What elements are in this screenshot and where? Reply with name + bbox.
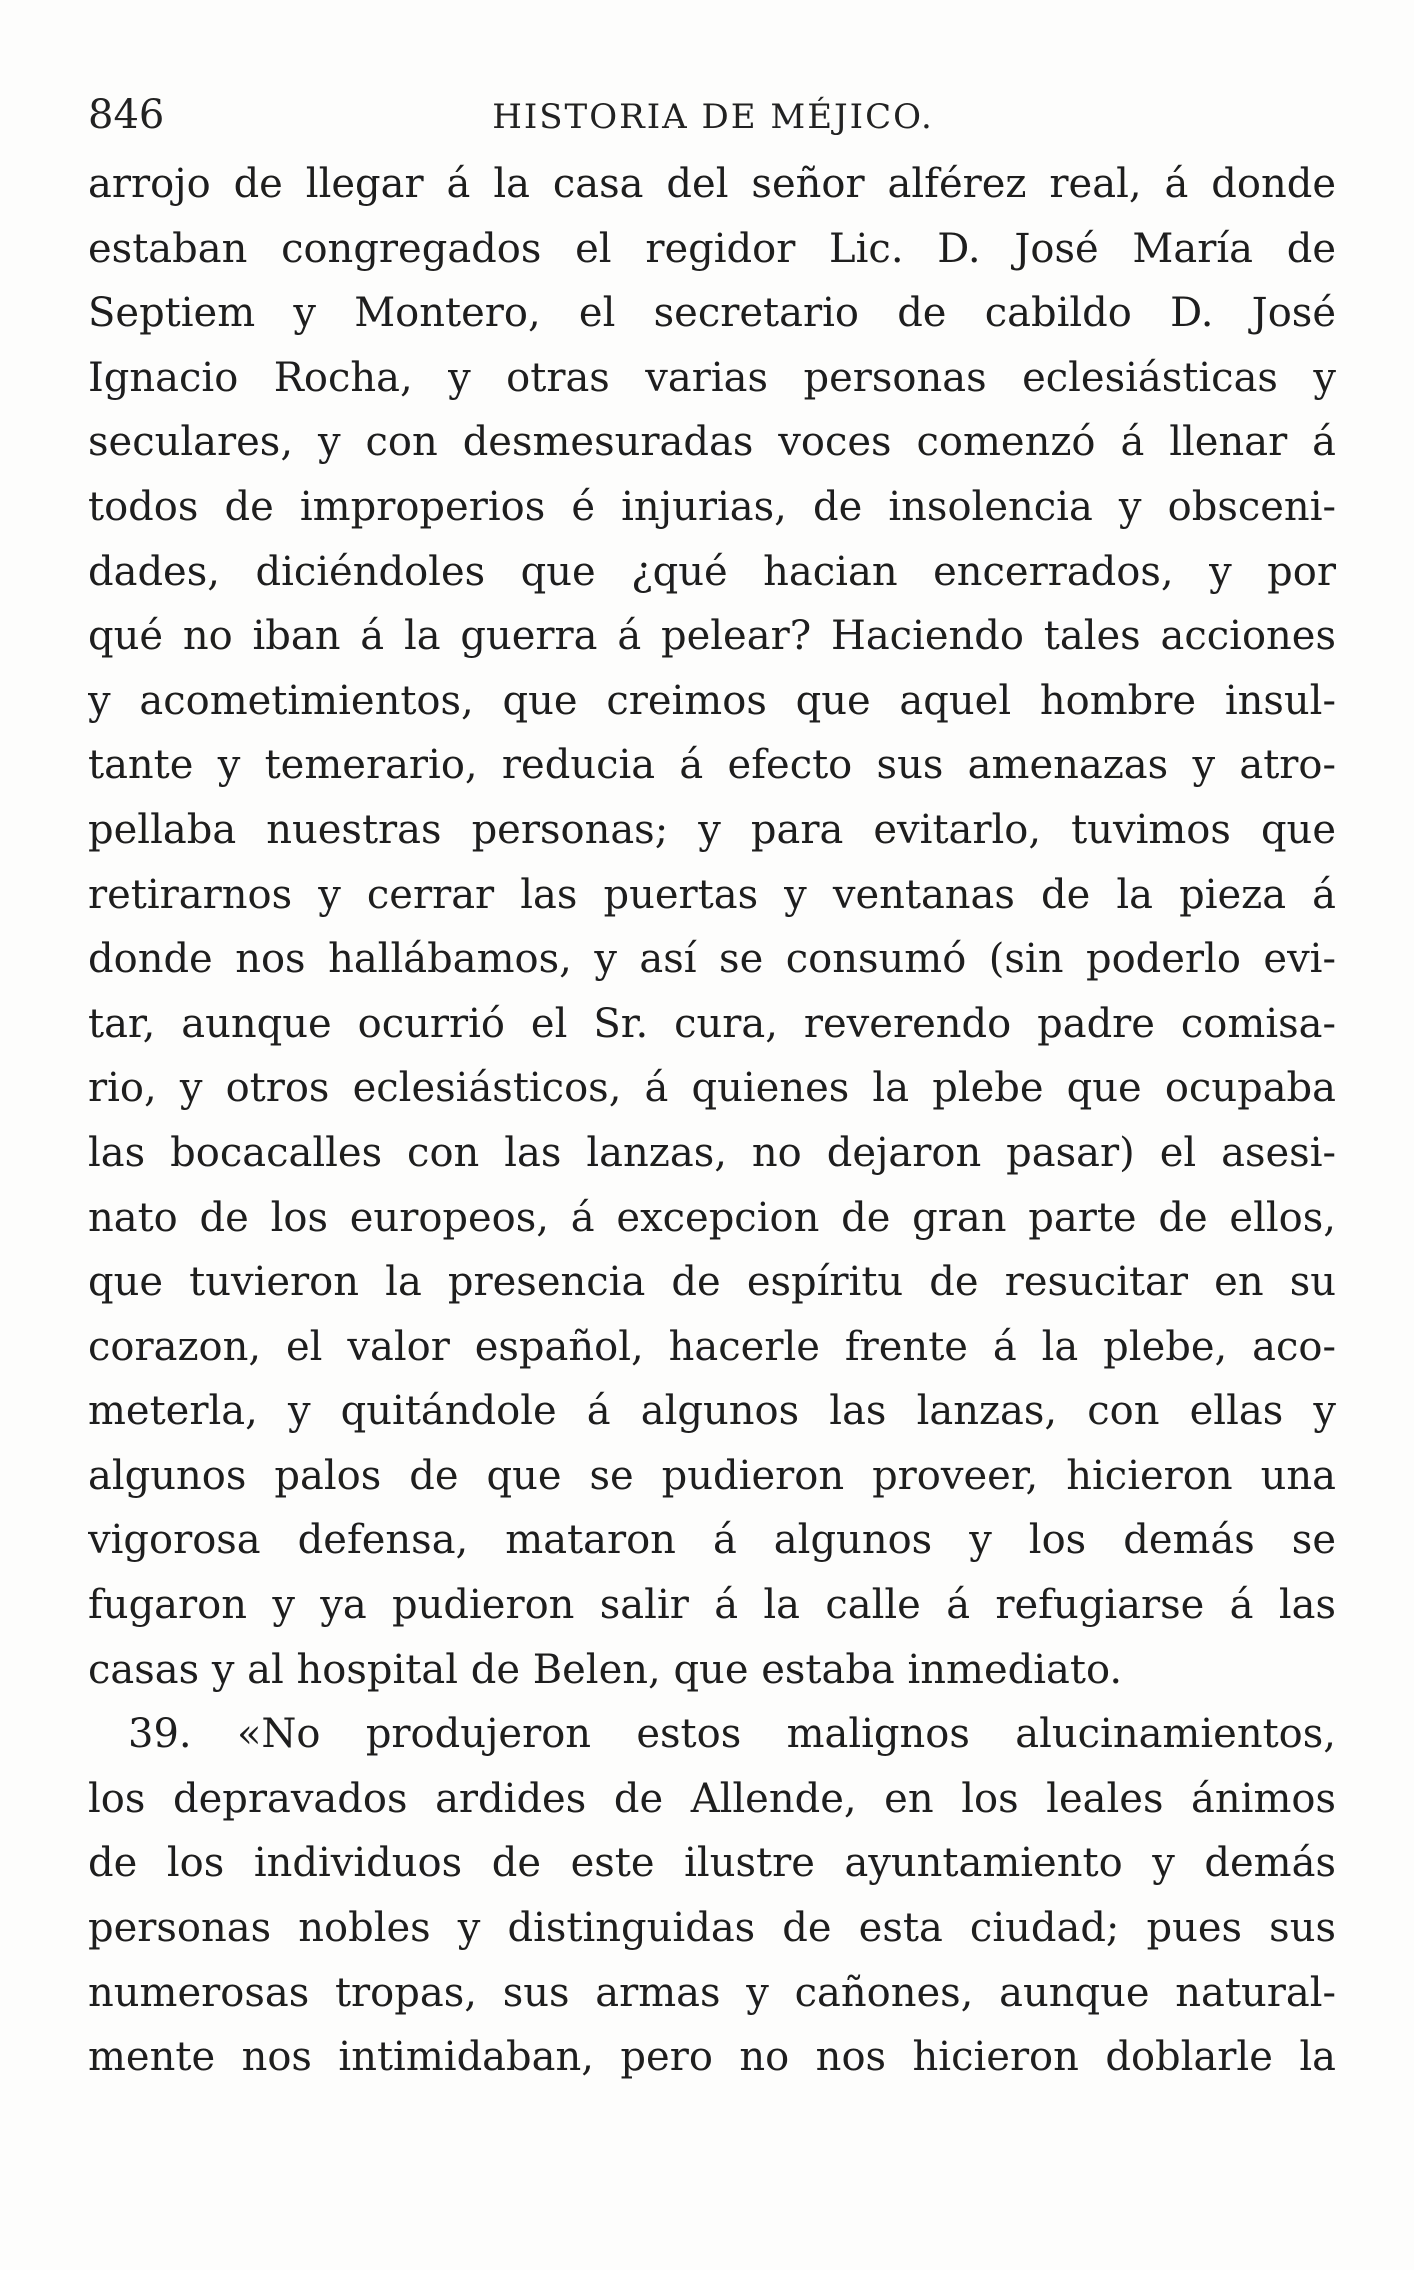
text-line: personas nobles y distinguidas de esta ciudad; pues sus xyxy=(88,1905,1336,1952)
text-line: Septiem y Montero, el secretario de cabildo D. José xyxy=(88,290,1336,337)
text-line: meterla, y quitándole á algunos las lanzas, con ellas y xyxy=(88,1388,1336,1435)
text-line-paragraph-start: 39. «No produjeron estos malignos alucinamientos, xyxy=(128,1711,1336,1758)
text-line: dades, diciéndoles que ¿qué hacian encerrados, y por xyxy=(88,548,1336,595)
text-line: corazon, el valor español, hacerle frente á la plebe, aco- xyxy=(88,1323,1336,1370)
page-header xyxy=(88,90,1338,140)
text-line: nato de los europeos, á excepcion de gran parte de ellos, xyxy=(88,1194,1336,1241)
text-line: los depravados ardides de Allende, en los leales ánimos xyxy=(88,1775,1336,1822)
text-line: que tuvieron la presencia de espíritu de resucitar en su xyxy=(88,1259,1336,1306)
text-line: donde nos hallábamos, y así se consumó (sin poderlo evi- xyxy=(88,936,1336,983)
text-line: mente nos intimidaban, pero no nos hicieron doblarle la xyxy=(88,2034,1336,2081)
text-line: qué no iban á la guerra á pelear? Haciendo tales acciones xyxy=(88,613,1336,660)
text-line: algunos palos de que se pudieron proveer, hicieron una xyxy=(88,1452,1336,1499)
text-line: arrojo de llegar á la casa del señor alférez real, á donde xyxy=(88,161,1336,207)
text-line: estaban congregados el regidor Lic. D. José María de xyxy=(88,225,1336,272)
body-text xyxy=(88,152,1336,2090)
text-line: seculares, y con desmesuradas voces comenzó á llenar á xyxy=(88,419,1336,466)
page-number: 846 xyxy=(88,92,165,138)
text-line: Ignacio Rocha, y otras varias personas eclesiásticas y xyxy=(88,354,1336,401)
text-line: vigorosa defensa, mataron á algunos y los demás se xyxy=(88,1517,1336,1564)
text-line: todos de improperios é injurias, de insolencia y obsceni- xyxy=(88,483,1336,530)
text-line: tante y temerario, reducia á efecto sus amenazas y atro- xyxy=(88,742,1336,789)
text-line: retirarnos y cerrar las puertas y ventanas de la pieza á xyxy=(88,871,1336,918)
text-line: pellaba nuestras personas; y para evitarlo, tuvimos que xyxy=(88,806,1336,853)
text-line: fugaron y ya pudieron salir á la calle á refugiarse á las xyxy=(88,1582,1336,1629)
text-line: numerosas tropas, sus armas y cañones, aunque natural- xyxy=(88,1969,1336,2016)
running-title: HISTORIA DE MÉJICO. xyxy=(492,97,934,137)
text-line: rio, y otros eclesiásticos, á quienes la plebe que ocupaba xyxy=(88,1065,1336,1112)
text-line: de los individuos de este ilustre ayuntamiento y demás xyxy=(88,1840,1336,1887)
text-line: y acometimientos, que creimos que aquel hombre insul- xyxy=(88,677,1336,724)
text-line: tar, aunque ocurrió el Sr. cura, reverendo padre comisa- xyxy=(88,1000,1336,1047)
text-line: las bocacalles con las lanzas, no dejaron pasar) el asesi- xyxy=(88,1129,1336,1176)
text-line-paragraph-end: casas y al hospital de Belen, que estaba inmediato. xyxy=(88,1646,1123,1693)
